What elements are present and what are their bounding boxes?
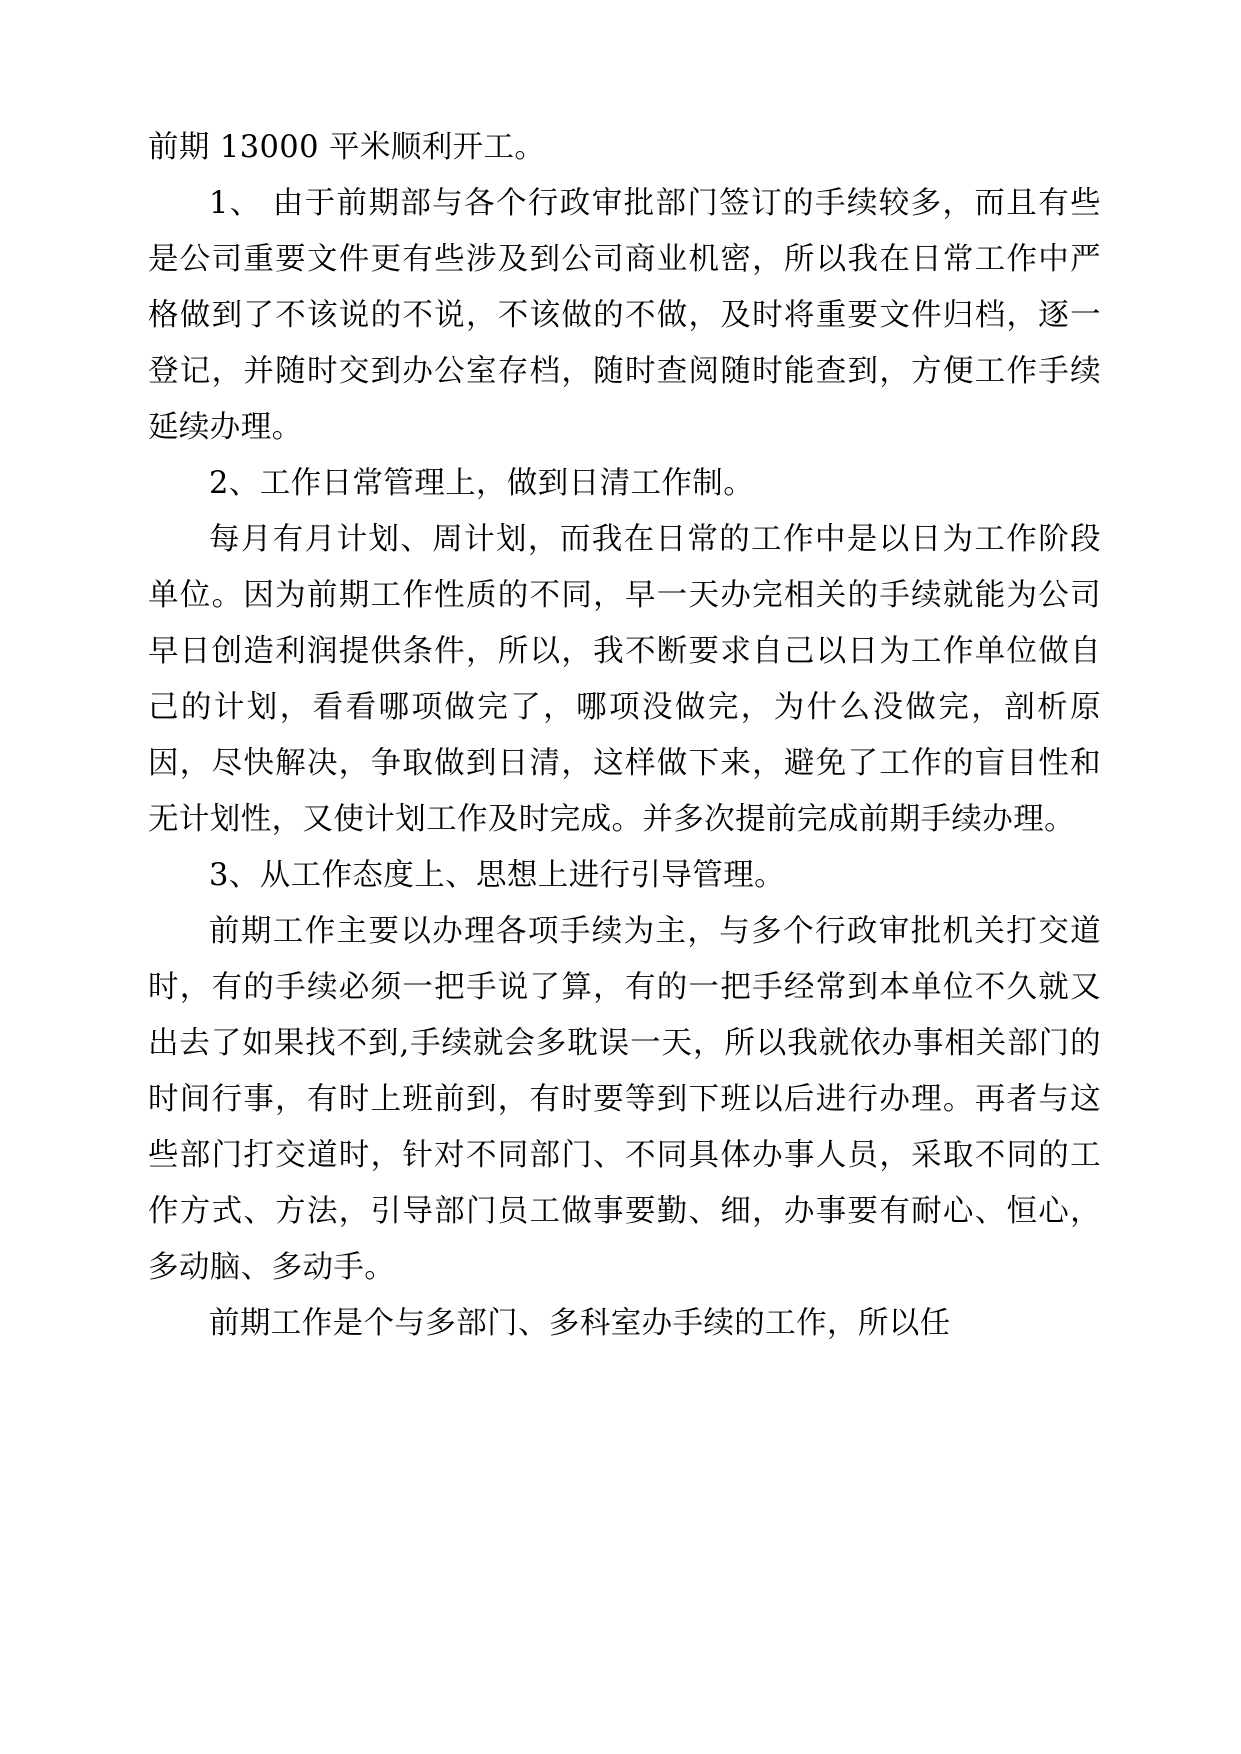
paragraph-7: 前期工作是个与多部门、多科室办手续的工作，所以任 <box>209 1306 951 1341</box>
paragraph-5: 3、从工作态度上、思想上进行引导管理。 <box>209 858 786 893</box>
paragraph-3: 2、工作日常管理上，做到日清工作制。 <box>209 466 755 501</box>
paragraph-2: 1、 由于前期部与各个行政审批部门签订的手续较多，而且有些是公司重要文件更有些涉及到公司商业机密，所以我在日常工作中严格做到了不该说的不说，不该做的不做，及时将重要文件归档，逐一登记，并随时交到办公室存档，随时查阅随时能查到，方便工作手续延续办理。 <box>148 186 1101 445</box>
paragraph-1: 前期 13000 平米顺利开工。 <box>148 130 546 165</box>
paragraph-6: 前期工作主要以办理各项手续为主，与多个行政审批机关打交道时，有的手续必须一把手说了算，有的一把手经常到本单位不久就又出去了如果找不到,手续就会多耽误一天，所以我就依办事相关部门的时间行事，有时上班前到，有时要等到下班以后进行办理。再者与这些部门打交道时，针对不同部门、不同具体办事人员，采取不同的工作方式、方法，引导部门员工做事要勤、细，办事要有耐心、恒心，多动脑、多动手。 <box>148 914 1101 1285</box>
document-body <box>148 120 1101 1352</box>
paragraph-4: 每月有月计划、周计划，而我在日常的工作中是以日为工作阶段单位。因为前期工作性质的不同，早一天办完相关的手续就能为公司早日创造利润提供条件，所以，我不断要求自己以日为工作单位做自己的计划，看看哪项做完了，哪项没做完，为什么没做完，剖析原因，尽快解决，争取做到日清，这样做下来，避免了工作的盲目性和无计划性，又使计划工作及时完成。并多次提前完成前期手续办理。 <box>148 522 1101 837</box>
